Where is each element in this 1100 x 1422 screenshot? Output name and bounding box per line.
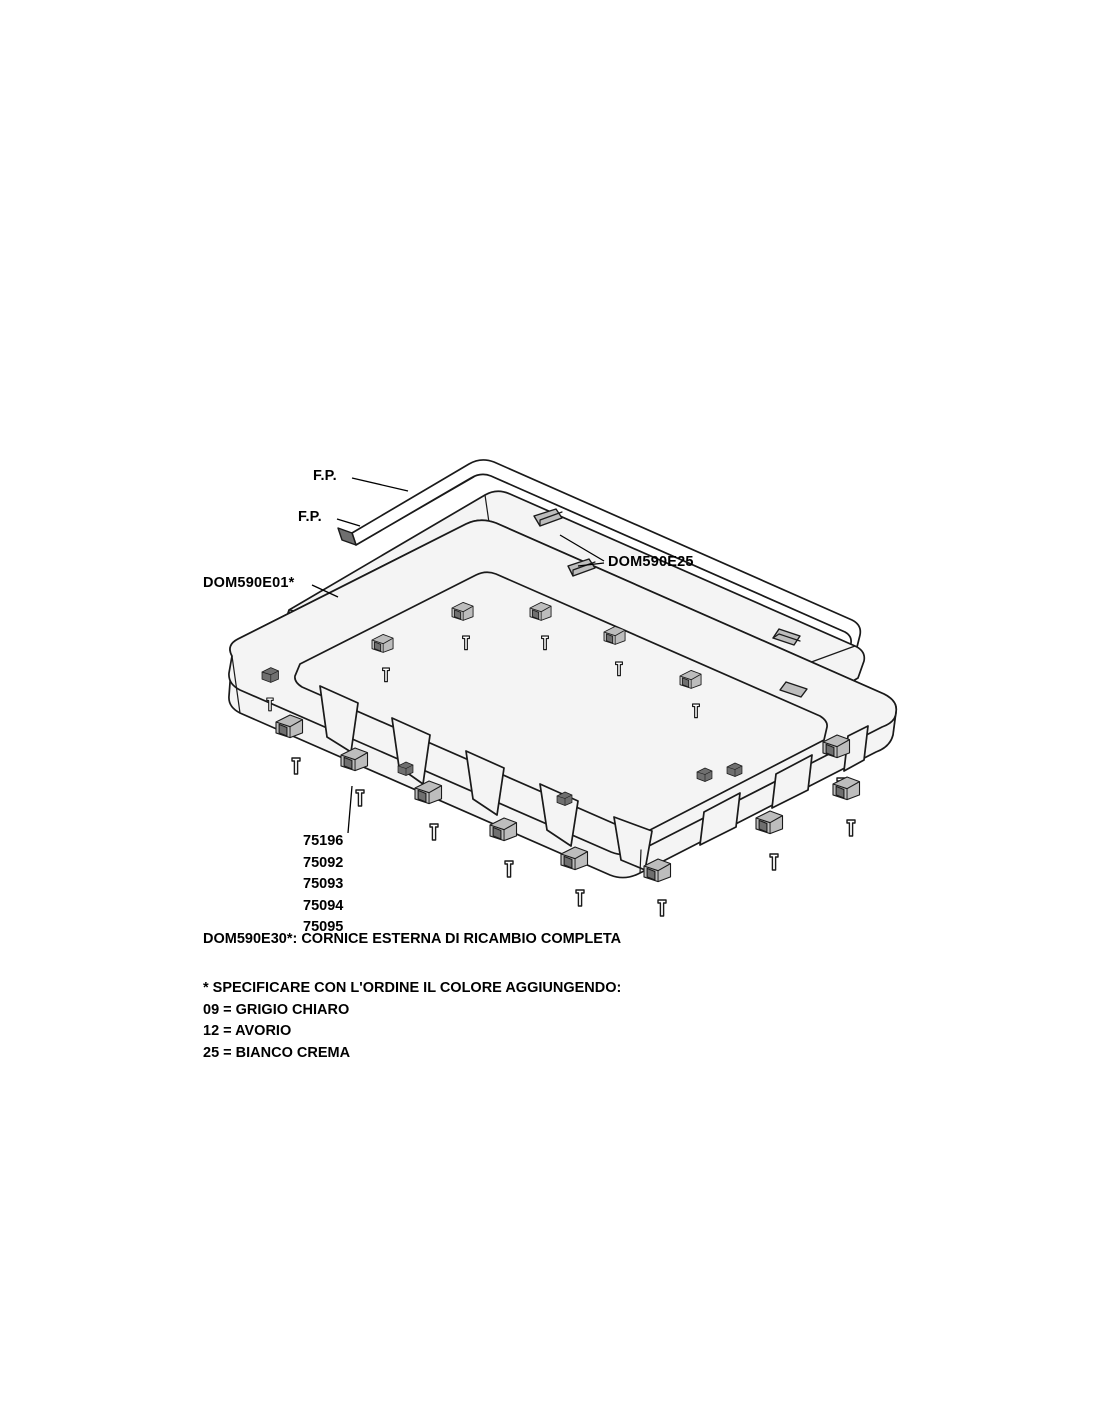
part-number: 75095 xyxy=(303,919,344,935)
part-number: 75092 xyxy=(303,854,344,871)
callout-clip-kit: DOM590E25 xyxy=(608,554,694,570)
color-option: 09 = GRIGIO CHIARO xyxy=(203,1001,350,1018)
part-number: 75196 xyxy=(303,833,344,849)
color-notes-heading: * SPECIFICARE CON L'ORDINE IL COLORE AGGIUNGENDO: xyxy=(203,980,622,996)
part-number-list xyxy=(303,831,343,939)
color-option: 12 = AVORIO xyxy=(203,1023,292,1039)
callout-fp-top: F.P. xyxy=(313,468,337,484)
assembly-caption: DOM590E30*: CORNICE ESTERNA DI RICAMBIO COMPLETA xyxy=(203,931,622,947)
part-number: 75093 xyxy=(303,876,344,892)
part-number: 75094 xyxy=(303,897,344,914)
callout-fp-bottom: F.P. xyxy=(298,509,322,525)
callout-frame-outer: DOM590E01* xyxy=(203,575,295,591)
color-notes xyxy=(203,978,621,1064)
color-option: 25 = BIANCO CREMA xyxy=(203,1044,351,1061)
